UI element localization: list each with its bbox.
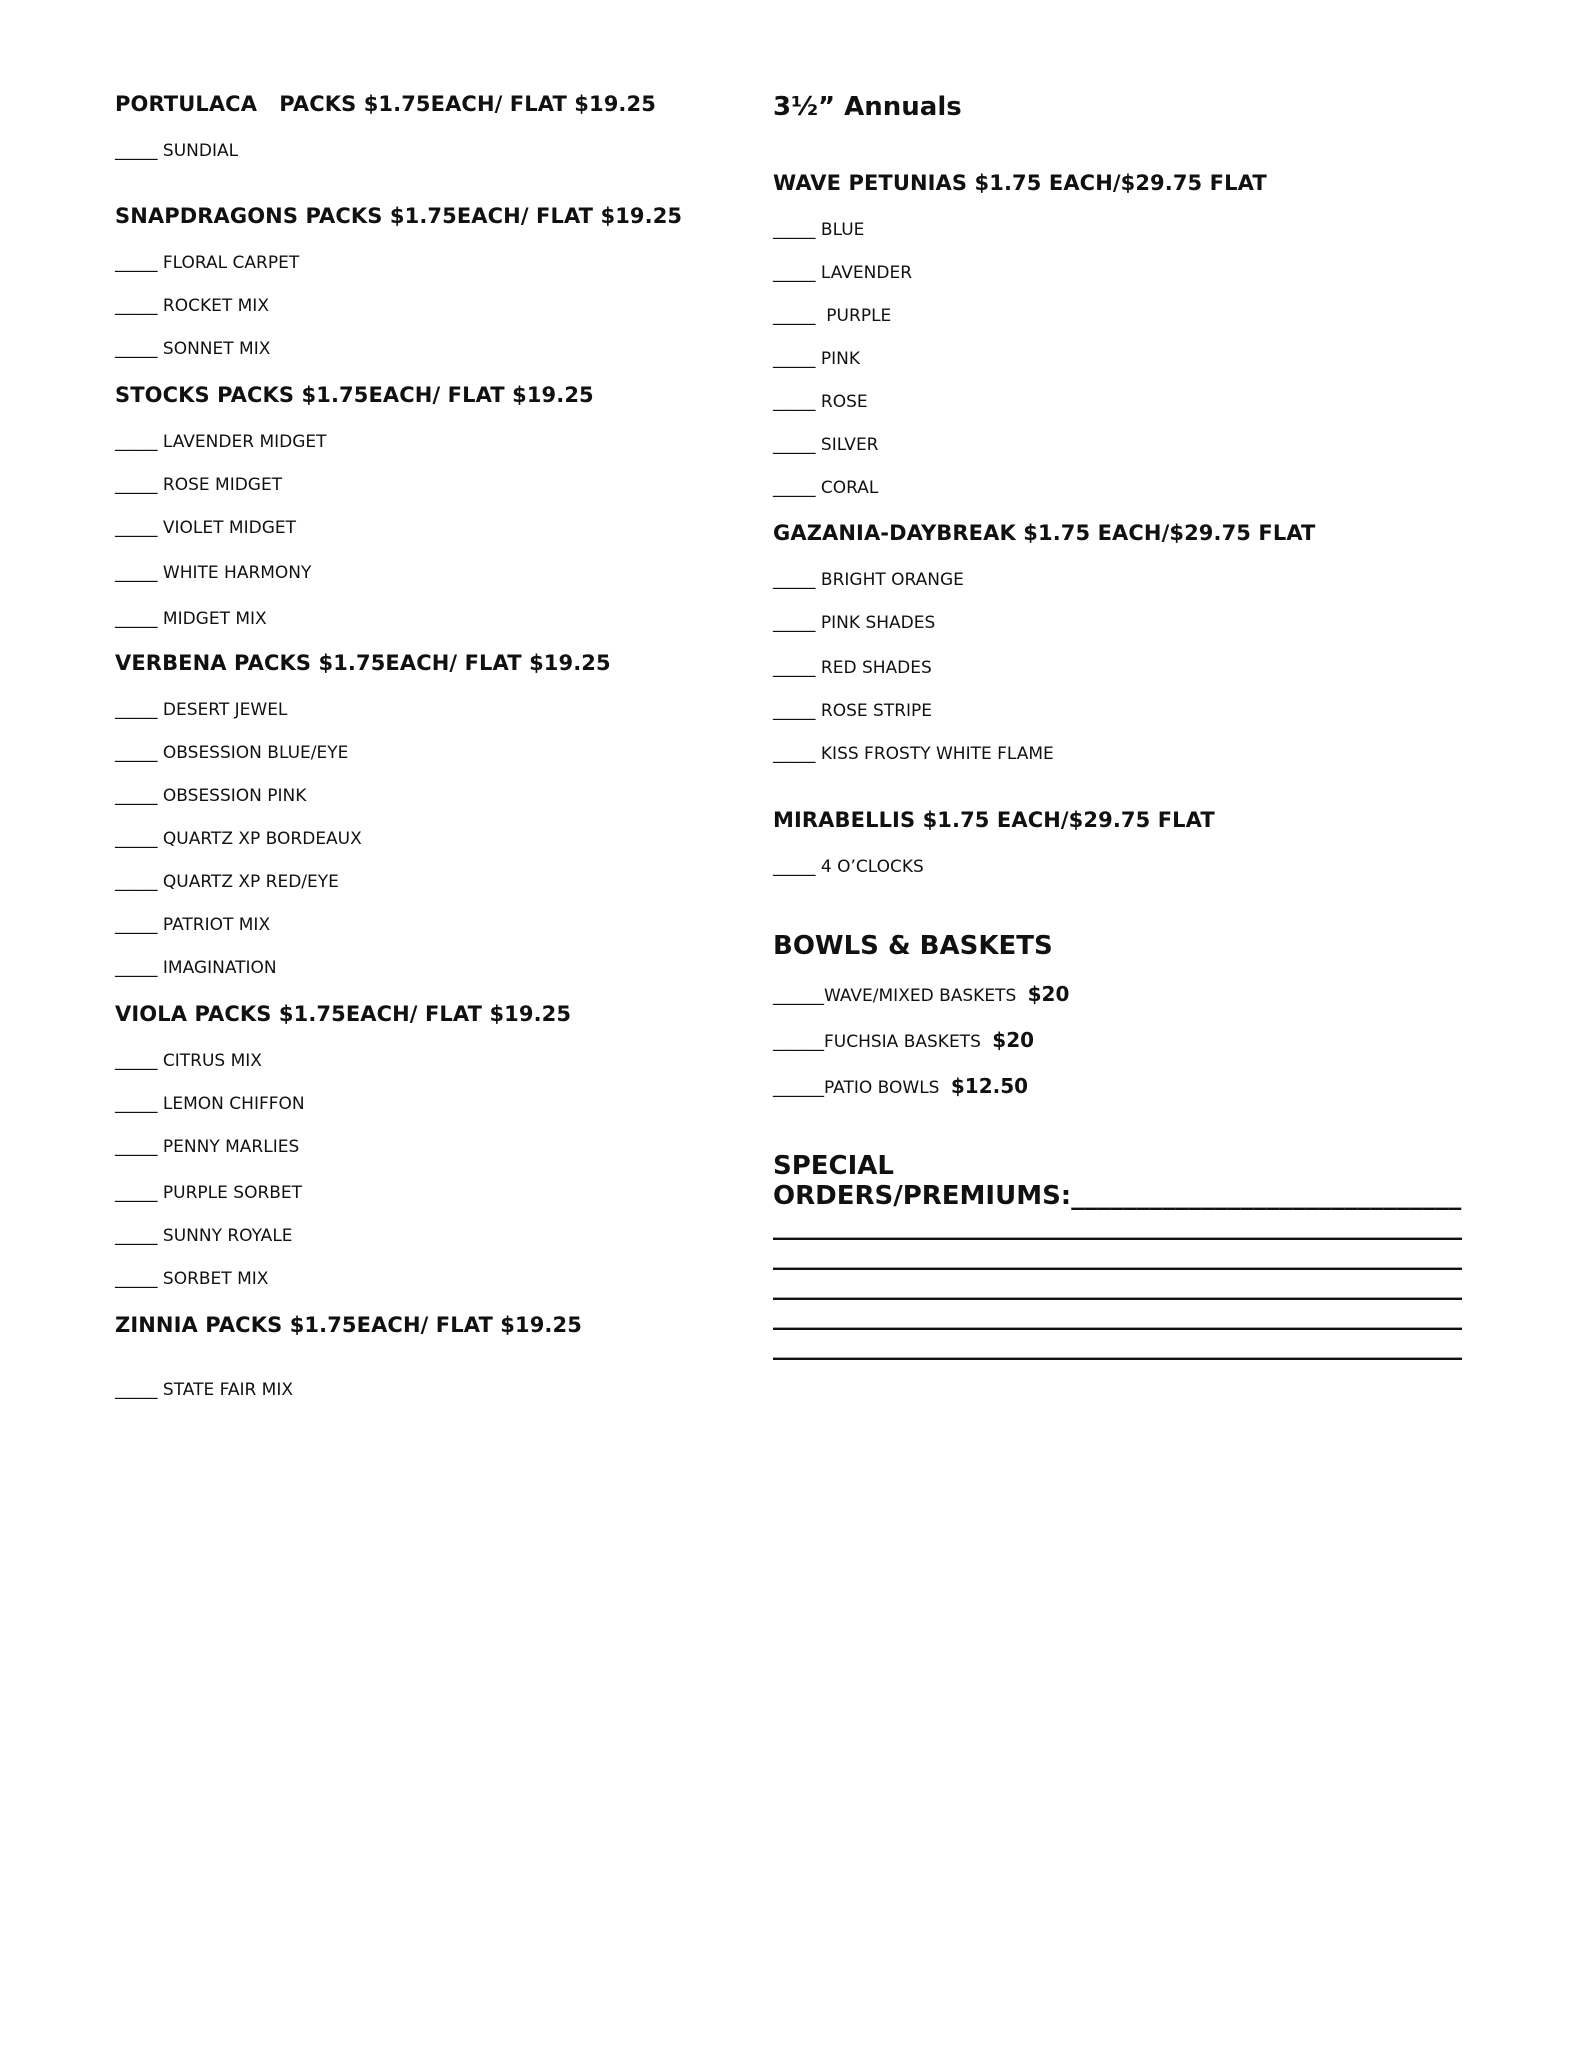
special-orders-blank-line[interactable]: _____________________________________________________ bbox=[773, 1271, 1462, 1301]
verbena-item-quartz-xp-bordeaux[interactable]: _____ QUARTZ XP BORDEAUX bbox=[115, 829, 362, 849]
viola-item-lemon-chiffon[interactable]: _____ LEMON CHIFFON bbox=[115, 1094, 305, 1114]
gazania-item-pink-shades[interactable]: _____ PINK SHADES bbox=[773, 613, 936, 633]
basket-item-label: ______FUCHSIA BASKETS bbox=[773, 1032, 981, 1052]
viola-item-penny-marlies[interactable]: _____ PENNY MARLIES bbox=[115, 1137, 300, 1157]
mirabellis-item-4-oclocks[interactable]: _____ 4 O’CLOCKS bbox=[773, 857, 924, 877]
verbena-item-patriot-mix[interactable]: _____ PATRIOT MIX bbox=[115, 915, 271, 935]
bowls-baskets-heading: BOWLS & BASKETS bbox=[773, 931, 1053, 961]
basket-item-price: $20 bbox=[992, 1028, 1035, 1052]
viola-heading: VIOLA PACKS $1.75EACH/ FLAT $19.25 bbox=[115, 1002, 572, 1026]
snapdragons-item-rocket-mix[interactable]: _____ ROCKET MIX bbox=[115, 296, 269, 316]
special-orders-blank-line[interactable]: _____________________________________________________ bbox=[773, 1211, 1462, 1241]
basket-item-fuchsia[interactable] bbox=[773, 1028, 1034, 1052]
basket-item-label: ______PATIO BOWLS bbox=[773, 1078, 940, 1098]
viola-item-sorbet-mix[interactable]: _____ SORBET MIX bbox=[115, 1269, 269, 1289]
stocks-item-violet-midget[interactable]: _____ VIOLET MIDGET bbox=[115, 518, 296, 538]
wave-item-purple[interactable]: _____ PURPLE bbox=[773, 306, 892, 326]
special-orders-blank-line[interactable]: _____________________________________________________ bbox=[773, 1301, 1462, 1331]
special-orders-blank-line[interactable]: _____________________________________________________ bbox=[773, 1241, 1462, 1271]
wave-item-blue[interactable]: _____ BLUE bbox=[773, 220, 865, 240]
basket-item-label: ______WAVE/MIXED BASKETS bbox=[773, 986, 1017, 1006]
gazania-heading: GAZANIA-DAYBREAK $1.75 EACH/$29.75 FLAT bbox=[773, 521, 1316, 545]
wave-item-pink[interactable]: _____ PINK bbox=[773, 349, 861, 369]
wave-item-coral[interactable]: _____ CORAL bbox=[773, 478, 879, 498]
wave-item-lavender[interactable]: _____ LAVENDER bbox=[773, 263, 913, 283]
stocks-item-lavender-midget[interactable]: _____ LAVENDER MIDGET bbox=[115, 432, 327, 452]
gazania-item-rose-stripe[interactable]: _____ ROSE STRIPE bbox=[773, 701, 933, 721]
snapdragons-item-floral-carpet[interactable]: _____ FLORAL CARPET bbox=[115, 253, 300, 273]
stocks-item-white-harmony[interactable]: _____ WHITE HARMONY bbox=[115, 563, 312, 583]
gazania-item-red-shades[interactable]: _____ RED SHADES bbox=[773, 658, 932, 678]
portulaca-heading: PORTULACA PACKS $1.75EACH/ FLAT $19.25 bbox=[115, 92, 656, 116]
annuals-title: 3½” Annuals bbox=[773, 92, 962, 122]
viola-item-sunny-royale[interactable]: _____ SUNNY ROYALE bbox=[115, 1226, 293, 1246]
special-orders-blank-line[interactable]: _____________________________________________________ bbox=[773, 1331, 1462, 1361]
verbena-item-obsession-pink[interactable]: _____ OBSESSION PINK bbox=[115, 786, 307, 806]
stocks-item-midget-mix[interactable]: _____ MIDGET MIX bbox=[115, 609, 267, 629]
stocks-item-rose-midget[interactable]: _____ ROSE MIDGET bbox=[115, 475, 283, 495]
viola-item-citrus-mix[interactable]: _____ CITRUS MIX bbox=[115, 1051, 262, 1071]
wave-item-rose[interactable]: _____ ROSE bbox=[773, 392, 868, 412]
zinnia-heading: ZINNIA PACKS $1.75EACH/ FLAT $19.25 bbox=[115, 1313, 582, 1337]
gazania-item-kiss-frosty-white-flame[interactable]: _____ KISS FROSTY WHITE FLAME bbox=[773, 744, 1054, 764]
verbena-item-quartz-xp-red-eye[interactable]: _____ QUARTZ XP RED/EYE bbox=[115, 872, 339, 892]
portulaca-item-sundial[interactable]: _____ SUNDIAL bbox=[115, 141, 239, 161]
verbena-item-desert-jewel[interactable]: _____ DESERT JEWEL bbox=[115, 700, 288, 720]
special-orders-heading-line1: SPECIAL bbox=[773, 1151, 894, 1181]
mirabellis-heading: MIRABELLIS $1.75 EACH/$29.75 FLAT bbox=[773, 808, 1215, 832]
wave-petunias-heading: WAVE PETUNIAS $1.75 EACH/$29.75 FLAT bbox=[773, 171, 1267, 195]
basket-item-wave-mixed[interactable] bbox=[773, 982, 1069, 1006]
verbena-heading: VERBENA PACKS $1.75EACH/ FLAT $19.25 bbox=[115, 651, 611, 675]
viola-item-purple-sorbet[interactable]: _____ PURPLE SORBET bbox=[115, 1183, 303, 1203]
verbena-item-obsession-blue-eye[interactable]: _____ OBSESSION BLUE/EYE bbox=[115, 743, 349, 763]
gazania-item-bright-orange[interactable]: _____ BRIGHT ORANGE bbox=[773, 570, 964, 590]
wave-item-silver[interactable]: _____ SILVER bbox=[773, 435, 879, 455]
snapdragons-heading: SNAPDRAGONS PACKS $1.75EACH/ FLAT $19.25 bbox=[115, 204, 683, 228]
verbena-item-imagination[interactable]: _____ IMAGINATION bbox=[115, 958, 277, 978]
basket-item-patio-bowls[interactable] bbox=[773, 1074, 1028, 1098]
basket-item-price: $20 bbox=[1027, 982, 1070, 1006]
special-orders-heading-line2[interactable]: ORDERS/PREMIUMS:______________________________ bbox=[773, 1181, 1462, 1211]
basket-item-price: $12.50 bbox=[950, 1074, 1029, 1098]
snapdragons-item-sonnet-mix[interactable]: _____ SONNET MIX bbox=[115, 339, 271, 359]
stocks-heading: STOCKS PACKS $1.75EACH/ FLAT $19.25 bbox=[115, 383, 594, 407]
zinnia-item-state-fair-mix[interactable]: _____ STATE FAIR MIX bbox=[115, 1380, 294, 1400]
